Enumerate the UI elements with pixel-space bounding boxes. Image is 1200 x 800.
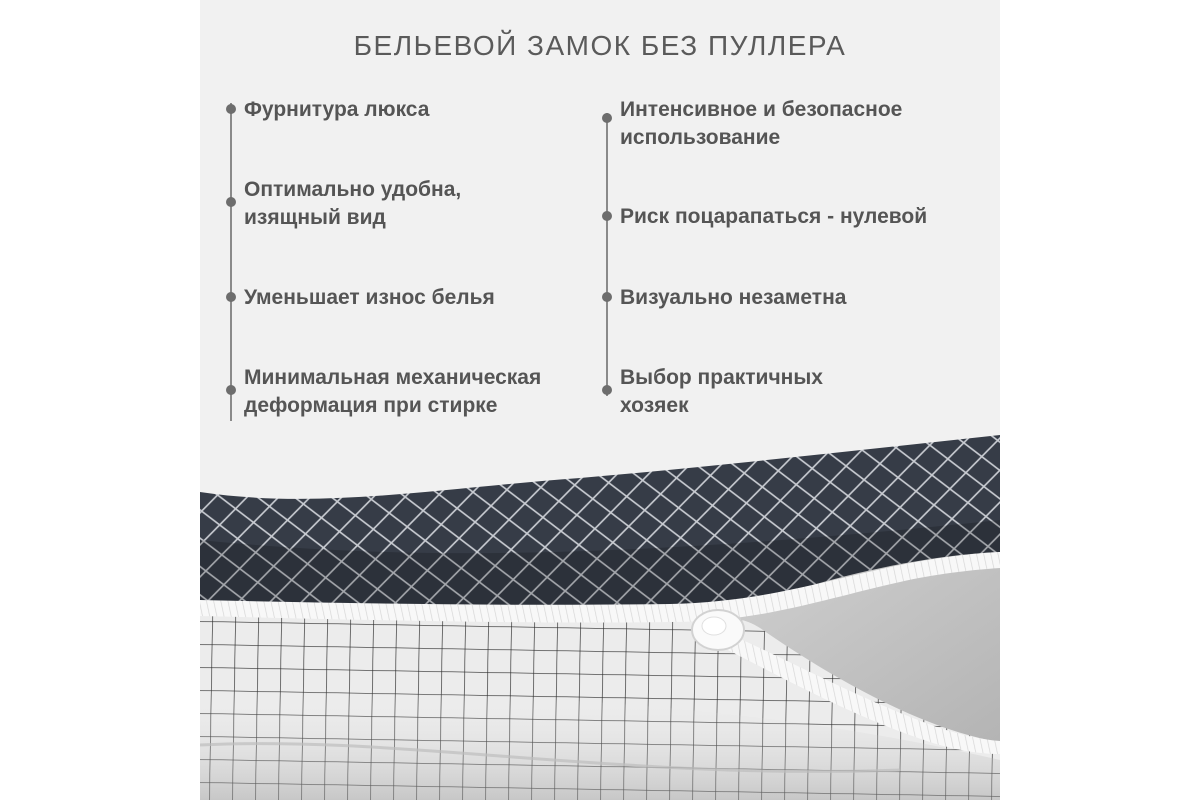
- bullet-dot-icon: [602, 211, 612, 221]
- bullet-dot-icon: [602, 385, 612, 395]
- left-feature-list: [224, 0, 594, 440]
- bullet-dot-icon: [226, 104, 236, 114]
- timeline-line: [230, 103, 232, 421]
- right-feature-list: [600, 0, 990, 440]
- headline: БЕЛЬЕВОЙ ЗАМОК БЕЗ ПУЛЛЕРА: [353, 30, 847, 61]
- timeline-line: [606, 113, 608, 396]
- feature-text: Риск поцарапаться - нулевой: [620, 205, 928, 228]
- feature-text: Минимальная механическая деформация при стирке: [244, 366, 542, 417]
- product-infographic: [200, 0, 1000, 800]
- feature-text: Оптимально удобна, изящный вид: [244, 178, 462, 229]
- bullet-dot-icon: [226, 292, 236, 302]
- feature-text: Уменьшает износ белья: [244, 286, 495, 309]
- feature-text: Интенсивное и безопасное использование: [620, 98, 903, 149]
- feature-text: Фурнитура люкса: [244, 98, 430, 121]
- bullet-dot-icon: [602, 292, 612, 302]
- feature-text: Выбор практичных хозяек: [620, 366, 823, 417]
- bullet-dot-icon: [602, 113, 612, 123]
- bullet-dot-icon: [226, 385, 236, 395]
- bullet-dot-icon: [226, 197, 236, 207]
- feature-text: Визуально незаметна: [620, 286, 847, 309]
